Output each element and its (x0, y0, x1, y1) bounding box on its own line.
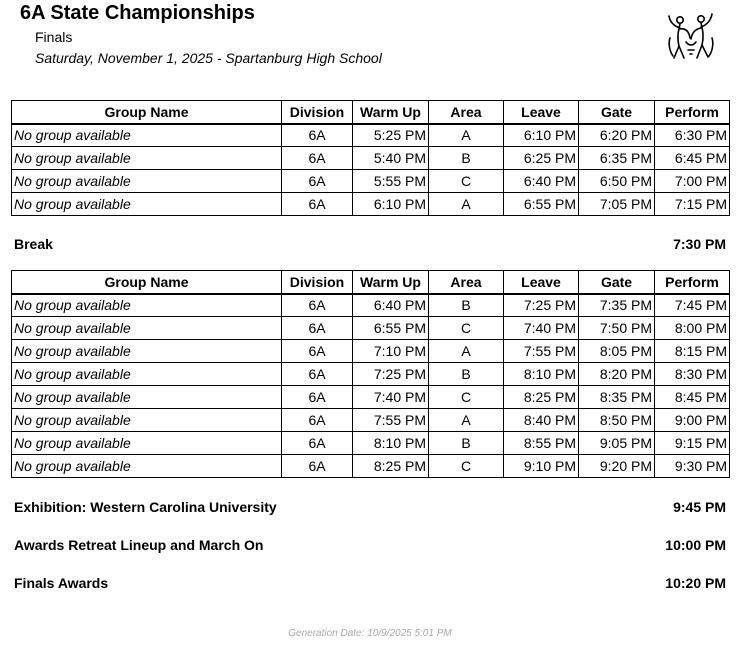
break-time: 7:30 PM (673, 236, 726, 252)
cell-division: 6A (282, 170, 353, 193)
cell-perform: 9:00 PM (655, 409, 730, 432)
cell-warm-up: 8:25 PM (353, 455, 429, 478)
table-row (12, 432, 730, 455)
cell-group-name: No group available (12, 455, 282, 478)
page-title: 6A State Championships (20, 2, 255, 24)
cell-group-name: No group available (12, 147, 282, 170)
cell-warm-up: 6:40 PM (353, 294, 429, 317)
page-subtitle: Finals (35, 29, 73, 45)
schedule-table-2 (11, 270, 730, 478)
cell-leave: 6:25 PM (504, 147, 579, 170)
col-area: Area (429, 271, 504, 294)
cell-group-name: No group available (12, 294, 282, 317)
cell-perform: 8:15 PM (655, 340, 730, 363)
cell-gate: 6:50 PM (579, 170, 655, 193)
cell-group-name: No group available (12, 386, 282, 409)
cell-warm-up: 6:10 PM (353, 193, 429, 216)
finals-awards-row (14, 575, 726, 591)
cell-area: B (429, 294, 504, 317)
cell-group-name: No group available (12, 317, 282, 340)
cell-leave: 9:10 PM (504, 455, 579, 478)
event-label: Exhibition: Western Carolina University (14, 499, 277, 515)
event-label: Finals Awards (14, 575, 109, 591)
cell-division: 6A (282, 294, 353, 317)
cell-perform: 8:30 PM (655, 363, 730, 386)
col-warm-up: Warm Up (353, 101, 429, 124)
cell-gate: 6:20 PM (579, 124, 655, 147)
cell-area: C (429, 455, 504, 478)
col-gate: Gate (579, 271, 655, 294)
cell-gate: 8:35 PM (579, 386, 655, 409)
cell-area: C (429, 170, 504, 193)
cell-perform: 7:45 PM (655, 294, 730, 317)
cell-leave: 6:40 PM (504, 170, 579, 193)
table-row (12, 294, 730, 317)
cell-warm-up: 5:25 PM (353, 124, 429, 147)
cell-leave: 7:40 PM (504, 317, 579, 340)
col-perform: Perform (655, 271, 730, 294)
cell-division: 6A (282, 317, 353, 340)
col-leave: Leave (504, 271, 579, 294)
cell-area: A (429, 409, 504, 432)
cell-area: A (429, 340, 504, 363)
cell-group-name: No group available (12, 193, 282, 216)
cell-division: 6A (282, 147, 353, 170)
cell-warm-up: 8:10 PM (353, 432, 429, 455)
cell-area: B (429, 147, 504, 170)
table-row (12, 124, 730, 147)
event-dateline: Saturday, November 1, 2025 - Spartanburg High School (35, 50, 382, 66)
cell-warm-up: 6:55 PM (353, 317, 429, 340)
cell-perform: 9:15 PM (655, 432, 730, 455)
cell-gate: 8:50 PM (579, 409, 655, 432)
cell-group-name: No group available (12, 124, 282, 147)
col-division: Division (282, 101, 353, 124)
col-group-name: Group Name (12, 271, 282, 294)
event-time: 10:00 PM (665, 537, 726, 553)
break-label: Break (14, 236, 53, 252)
col-division: Division (282, 271, 353, 294)
table-row (12, 409, 730, 432)
cell-area: B (429, 432, 504, 455)
cell-warm-up: 7:40 PM (353, 386, 429, 409)
cell-gate: 8:20 PM (579, 363, 655, 386)
cell-leave: 8:25 PM (504, 386, 579, 409)
table-row (12, 340, 730, 363)
cell-leave: 6:10 PM (504, 124, 579, 147)
schedule-table-1 (11, 100, 730, 216)
cell-leave: 6:55 PM (504, 193, 579, 216)
cell-warm-up: 7:25 PM (353, 363, 429, 386)
cell-division: 6A (282, 386, 353, 409)
col-leave: Leave (504, 101, 579, 124)
cell-group-name: No group available (12, 409, 282, 432)
cell-gate: 7:50 PM (579, 317, 655, 340)
cell-group-name: No group available (12, 170, 282, 193)
cell-area: A (429, 193, 504, 216)
cell-division: 6A (282, 124, 353, 147)
cell-division: 6A (282, 363, 353, 386)
cell-perform: 8:45 PM (655, 386, 730, 409)
event-time: 9:45 PM (673, 499, 726, 515)
cell-gate: 6:35 PM (579, 147, 655, 170)
cell-warm-up: 7:10 PM (353, 340, 429, 363)
generation-date: Generation Date: 10/9/2025 5:01 PM (288, 628, 452, 639)
cell-gate: 8:05 PM (579, 340, 655, 363)
cell-perform: 6:45 PM (655, 147, 730, 170)
cell-leave: 8:10 PM (504, 363, 579, 386)
table-header-row (12, 101, 730, 124)
cell-perform: 6:30 PM (655, 124, 730, 147)
cell-division: 6A (282, 432, 353, 455)
cell-division: 6A (282, 455, 353, 478)
cell-division: 6A (282, 409, 353, 432)
cell-area: C (429, 317, 504, 340)
cell-gate: 7:05 PM (579, 193, 655, 216)
table-header-row (12, 271, 730, 294)
table-row (12, 193, 730, 216)
cell-division: 6A (282, 340, 353, 363)
table-row (12, 170, 730, 193)
cell-perform: 9:30 PM (655, 455, 730, 478)
cell-leave: 8:55 PM (504, 432, 579, 455)
break-row (14, 236, 726, 252)
dancing-figures-logo-icon (664, 8, 718, 62)
table-row (12, 147, 730, 170)
event-time: 10:20 PM (665, 575, 726, 591)
event-label: Awards Retreat Lineup and March On (14, 537, 264, 553)
col-area: Area (429, 101, 504, 124)
cell-perform: 7:00 PM (655, 170, 730, 193)
cell-area: B (429, 363, 504, 386)
cell-perform: 8:00 PM (655, 317, 730, 340)
cell-area: A (429, 124, 504, 147)
table-row (12, 317, 730, 340)
table-row (12, 363, 730, 386)
cell-division: 6A (282, 193, 353, 216)
cell-warm-up: 5:40 PM (353, 147, 429, 170)
col-group-name: Group Name (12, 101, 282, 124)
cell-perform: 7:15 PM (655, 193, 730, 216)
cell-leave: 8:40 PM (504, 409, 579, 432)
cell-warm-up: 5:55 PM (353, 170, 429, 193)
table-row (12, 455, 730, 478)
col-perform: Perform (655, 101, 730, 124)
table-row (12, 386, 730, 409)
awards-lineup-row (14, 537, 726, 553)
cell-gate: 7:35 PM (579, 294, 655, 317)
col-gate: Gate (579, 101, 655, 124)
cell-leave: 7:25 PM (504, 294, 579, 317)
cell-leave: 7:55 PM (504, 340, 579, 363)
cell-gate: 9:20 PM (579, 455, 655, 478)
col-warm-up: Warm Up (353, 271, 429, 294)
cell-group-name: No group available (12, 432, 282, 455)
cell-group-name: No group available (12, 340, 282, 363)
cell-area: C (429, 386, 504, 409)
exhibition-row (14, 499, 726, 515)
cell-gate: 9:05 PM (579, 432, 655, 455)
cell-warm-up: 7:55 PM (353, 409, 429, 432)
cell-group-name: No group available (12, 363, 282, 386)
